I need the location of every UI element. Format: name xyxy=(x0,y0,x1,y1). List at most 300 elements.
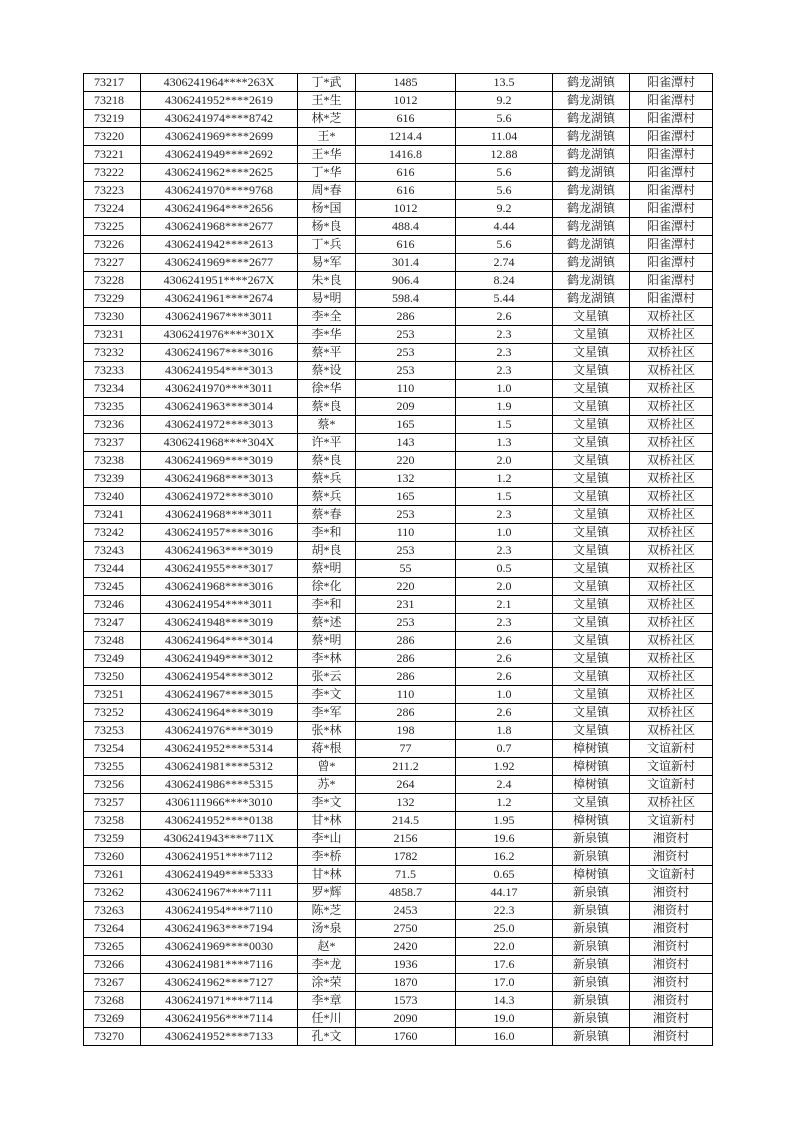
row-number-cell: 73252 xyxy=(84,704,141,722)
row-number-cell: 73267 xyxy=(84,974,141,992)
town-cell: 文星镇 xyxy=(553,704,630,722)
person-name-cell: 甘*林 xyxy=(298,866,356,884)
quantity-cell: 2.3 xyxy=(456,506,553,524)
table-row xyxy=(84,416,713,434)
table-row xyxy=(84,380,713,398)
table-row xyxy=(84,362,713,380)
town-cell: 鹤龙湖镇 xyxy=(553,182,630,200)
amount-cell: 1416.8 xyxy=(356,146,456,164)
table-row xyxy=(84,884,713,902)
id-number-cell: 4306241955****3017 xyxy=(141,560,298,578)
person-name-cell: 蔡* xyxy=(298,416,356,434)
row-number-cell: 73265 xyxy=(84,938,141,956)
id-number-cell: 4306241968****3011 xyxy=(141,506,298,524)
table-row xyxy=(84,434,713,452)
table-row xyxy=(84,722,713,740)
id-number-cell: 4306241969****0030 xyxy=(141,938,298,956)
id-number-cell: 4306241964****263X xyxy=(141,74,298,92)
quantity-cell: 2.6 xyxy=(456,650,553,668)
table-row xyxy=(84,848,713,866)
row-number-cell: 73228 xyxy=(84,272,141,290)
person-name-cell: 杨*良 xyxy=(298,218,356,236)
amount-cell: 1782 xyxy=(356,848,456,866)
quantity-cell: 2.3 xyxy=(456,362,553,380)
amount-cell: 253 xyxy=(356,326,456,344)
row-number-cell: 73227 xyxy=(84,254,141,272)
row-number-cell: 73251 xyxy=(84,686,141,704)
table-row xyxy=(84,740,713,758)
town-cell: 文星镇 xyxy=(553,542,630,560)
amount-cell: 211.2 xyxy=(356,758,456,776)
amount-cell: 616 xyxy=(356,182,456,200)
person-name-cell: 蔡*述 xyxy=(298,614,356,632)
id-number-cell: 4306241943****711X xyxy=(141,830,298,848)
id-number-cell: 4306241949****5333 xyxy=(141,866,298,884)
table-row xyxy=(84,758,713,776)
village-cell: 双桥社区 xyxy=(630,578,713,596)
village-cell: 湘资村 xyxy=(630,920,713,938)
person-name-cell: 曾* xyxy=(298,758,356,776)
village-cell: 双桥社区 xyxy=(630,344,713,362)
town-cell: 文星镇 xyxy=(553,632,630,650)
table-row xyxy=(84,272,713,290)
person-name-cell: 王*生 xyxy=(298,92,356,110)
table-row xyxy=(84,830,713,848)
amount-cell: 2156 xyxy=(356,830,456,848)
person-name-cell: 蔡*明 xyxy=(298,560,356,578)
person-name-cell: 李*龙 xyxy=(298,956,356,974)
table-row xyxy=(84,128,713,146)
id-number-cell: 4306241974****8742 xyxy=(141,110,298,128)
quantity-cell: 14.3 xyxy=(456,992,553,1010)
amount-cell: 1870 xyxy=(356,974,456,992)
amount-cell: 110 xyxy=(356,524,456,542)
row-number-cell: 73219 xyxy=(84,110,141,128)
village-cell: 文谊新村 xyxy=(630,758,713,776)
quantity-cell: 11.04 xyxy=(456,128,553,146)
town-cell: 鹤龙湖镇 xyxy=(553,128,630,146)
person-name-cell: 李*军 xyxy=(298,704,356,722)
amount-cell: 1012 xyxy=(356,200,456,218)
quantity-cell: 44.17 xyxy=(456,884,553,902)
row-number-cell: 73246 xyxy=(84,596,141,614)
person-name-cell: 涂*荣 xyxy=(298,974,356,992)
row-number-cell: 73245 xyxy=(84,578,141,596)
row-number-cell: 73233 xyxy=(84,362,141,380)
person-name-cell: 周*春 xyxy=(298,182,356,200)
village-cell: 双桥社区 xyxy=(630,704,713,722)
row-number-cell: 73253 xyxy=(84,722,141,740)
town-cell: 樟树镇 xyxy=(553,758,630,776)
quantity-cell: 12.88 xyxy=(456,146,553,164)
quantity-cell: 0.7 xyxy=(456,740,553,758)
person-name-cell: 蒋*根 xyxy=(298,740,356,758)
row-number-cell: 73243 xyxy=(84,542,141,560)
amount-cell: 209 xyxy=(356,398,456,416)
person-name-cell: 林*芝 xyxy=(298,110,356,128)
town-cell: 文星镇 xyxy=(553,488,630,506)
amount-cell: 264 xyxy=(356,776,456,794)
person-name-cell: 张*林 xyxy=(298,722,356,740)
amount-cell: 1760 xyxy=(356,1028,456,1046)
town-cell: 文星镇 xyxy=(553,614,630,632)
village-cell: 湘资村 xyxy=(630,992,713,1010)
id-number-cell: 4306241972****3013 xyxy=(141,416,298,434)
row-number-cell: 73240 xyxy=(84,488,141,506)
amount-cell: 132 xyxy=(356,470,456,488)
town-cell: 文星镇 xyxy=(553,326,630,344)
table-row xyxy=(84,686,713,704)
row-number-cell: 73226 xyxy=(84,236,141,254)
amount-cell: 132 xyxy=(356,794,456,812)
id-number-cell: 4306241972****3010 xyxy=(141,488,298,506)
table-row xyxy=(84,92,713,110)
quantity-cell: 1.5 xyxy=(456,488,553,506)
amount-cell: 165 xyxy=(356,416,456,434)
table-row xyxy=(84,902,713,920)
row-number-cell: 73254 xyxy=(84,740,141,758)
town-cell: 文星镇 xyxy=(553,308,630,326)
person-name-cell: 赵* xyxy=(298,938,356,956)
town-cell: 新泉镇 xyxy=(553,992,630,1010)
table-row xyxy=(84,164,713,182)
id-number-cell: 4306241964****3014 xyxy=(141,632,298,650)
person-name-cell: 丁*兵 xyxy=(298,236,356,254)
amount-cell: 165 xyxy=(356,488,456,506)
village-cell: 双桥社区 xyxy=(630,794,713,812)
town-cell: 文星镇 xyxy=(553,524,630,542)
quantity-cell: 2.0 xyxy=(456,452,553,470)
amount-cell: 1485 xyxy=(356,74,456,92)
amount-cell: 231 xyxy=(356,596,456,614)
amount-cell: 220 xyxy=(356,578,456,596)
row-number-cell: 73244 xyxy=(84,560,141,578)
person-name-cell: 蔡*设 xyxy=(298,362,356,380)
person-name-cell: 苏* xyxy=(298,776,356,794)
row-number-cell: 73248 xyxy=(84,632,141,650)
village-cell: 湘资村 xyxy=(630,902,713,920)
person-name-cell: 许*平 xyxy=(298,434,356,452)
person-name-cell: 李*全 xyxy=(298,308,356,326)
amount-cell: 286 xyxy=(356,308,456,326)
village-cell: 双桥社区 xyxy=(630,560,713,578)
town-cell: 鹤龙湖镇 xyxy=(553,236,630,254)
person-name-cell: 孔*文 xyxy=(298,1028,356,1046)
table-row xyxy=(84,110,713,128)
person-name-cell: 徐*华 xyxy=(298,380,356,398)
town-cell: 新泉镇 xyxy=(553,938,630,956)
village-cell: 阳雀潭村 xyxy=(630,218,713,236)
village-cell: 双桥社区 xyxy=(630,452,713,470)
person-name-cell: 李*林 xyxy=(298,650,356,668)
quantity-cell: 2.6 xyxy=(456,668,553,686)
village-cell: 阳雀潭村 xyxy=(630,272,713,290)
town-cell: 樟树镇 xyxy=(553,740,630,758)
town-cell: 鹤龙湖镇 xyxy=(553,110,630,128)
town-cell: 新泉镇 xyxy=(553,1010,630,1028)
table-row xyxy=(84,596,713,614)
row-number-cell: 73221 xyxy=(84,146,141,164)
table-row xyxy=(84,506,713,524)
id-number-cell: 4306241951****267X xyxy=(141,272,298,290)
row-number-cell: 73242 xyxy=(84,524,141,542)
village-cell: 双桥社区 xyxy=(630,668,713,686)
amount-cell: 616 xyxy=(356,110,456,128)
village-cell: 阳雀潭村 xyxy=(630,164,713,182)
village-cell: 文谊新村 xyxy=(630,812,713,830)
row-number-cell: 73220 xyxy=(84,128,141,146)
amount-cell: 253 xyxy=(356,506,456,524)
town-cell: 新泉镇 xyxy=(553,956,630,974)
quantity-cell: 19.0 xyxy=(456,1010,553,1028)
quantity-cell: 2.6 xyxy=(456,308,553,326)
person-name-cell: 蔡*良 xyxy=(298,398,356,416)
town-cell: 新泉镇 xyxy=(553,920,630,938)
table-row xyxy=(84,776,713,794)
village-cell: 双桥社区 xyxy=(630,614,713,632)
table-row xyxy=(84,794,713,812)
table-row xyxy=(84,1010,713,1028)
amount-cell: 488.4 xyxy=(356,218,456,236)
village-cell: 双桥社区 xyxy=(630,308,713,326)
id-number-cell: 4306241952****7133 xyxy=(141,1028,298,1046)
person-name-cell: 蔡*兵 xyxy=(298,488,356,506)
table-row xyxy=(84,578,713,596)
town-cell: 文星镇 xyxy=(553,416,630,434)
town-cell: 文星镇 xyxy=(553,470,630,488)
id-number-cell: 4306241969****2699 xyxy=(141,128,298,146)
town-cell: 文星镇 xyxy=(553,380,630,398)
table-row xyxy=(84,650,713,668)
row-number-cell: 73263 xyxy=(84,902,141,920)
quantity-cell: 17.6 xyxy=(456,956,553,974)
town-cell: 文星镇 xyxy=(553,578,630,596)
quantity-cell: 16.0 xyxy=(456,1028,553,1046)
row-number-cell: 73260 xyxy=(84,848,141,866)
amount-cell: 220 xyxy=(356,452,456,470)
person-name-cell: 李*华 xyxy=(298,326,356,344)
amount-cell: 110 xyxy=(356,380,456,398)
id-number-cell: 4306241952****0138 xyxy=(141,812,298,830)
quantity-cell: 5.44 xyxy=(456,290,553,308)
table-row xyxy=(84,398,713,416)
id-number-cell: 4306241967****3015 xyxy=(141,686,298,704)
village-cell: 文谊新村 xyxy=(630,866,713,884)
row-number-cell: 73247 xyxy=(84,614,141,632)
id-number-cell: 4306241954****7110 xyxy=(141,902,298,920)
quantity-cell: 1.3 xyxy=(456,434,553,452)
table-row xyxy=(84,308,713,326)
row-number-cell: 73232 xyxy=(84,344,141,362)
row-number-cell: 73223 xyxy=(84,182,141,200)
id-number-cell: 4306241957****3016 xyxy=(141,524,298,542)
person-name-cell: 李*和 xyxy=(298,524,356,542)
table-row xyxy=(84,326,713,344)
person-name-cell: 蔡*明 xyxy=(298,632,356,650)
id-number-cell: 4306241948****3019 xyxy=(141,614,298,632)
table-row xyxy=(84,668,713,686)
amount-cell: 2090 xyxy=(356,1010,456,1028)
id-number-cell: 4306241964****3019 xyxy=(141,704,298,722)
row-number-cell: 73231 xyxy=(84,326,141,344)
row-number-cell: 73230 xyxy=(84,308,141,326)
village-cell: 双桥社区 xyxy=(630,506,713,524)
town-cell: 文星镇 xyxy=(553,362,630,380)
village-cell: 阳雀潭村 xyxy=(630,290,713,308)
table-body xyxy=(84,74,713,1046)
row-number-cell: 73270 xyxy=(84,1028,141,1046)
town-cell: 鹤龙湖镇 xyxy=(553,164,630,182)
id-number-cell: 4306241968****2677 xyxy=(141,218,298,236)
village-cell: 湘资村 xyxy=(630,974,713,992)
town-cell: 鹤龙湖镇 xyxy=(553,146,630,164)
village-cell: 双桥社区 xyxy=(630,434,713,452)
person-name-cell: 李*桥 xyxy=(298,848,356,866)
quantity-cell: 2.3 xyxy=(456,614,553,632)
id-number-cell: 4306241949****3012 xyxy=(141,650,298,668)
id-number-cell: 4306241970****3011 xyxy=(141,380,298,398)
amount-cell: 1214.4 xyxy=(356,128,456,146)
village-cell: 文谊新村 xyxy=(630,776,713,794)
id-number-cell: 4306241952****5314 xyxy=(141,740,298,758)
town-cell: 文星镇 xyxy=(553,434,630,452)
table-row xyxy=(84,218,713,236)
person-name-cell: 易*军 xyxy=(298,254,356,272)
town-cell: 文星镇 xyxy=(553,668,630,686)
table-row xyxy=(84,182,713,200)
quantity-cell: 1.95 xyxy=(456,812,553,830)
table-row xyxy=(84,812,713,830)
table-row xyxy=(84,938,713,956)
row-number-cell: 73218 xyxy=(84,92,141,110)
id-number-cell: 4306241964****2656 xyxy=(141,200,298,218)
id-number-cell: 4306241969****2677 xyxy=(141,254,298,272)
person-name-cell: 李*山 xyxy=(298,830,356,848)
person-name-cell: 易*明 xyxy=(298,290,356,308)
amount-cell: 286 xyxy=(356,632,456,650)
row-number-cell: 73269 xyxy=(84,1010,141,1028)
amount-cell: 286 xyxy=(356,704,456,722)
amount-cell: 4858.7 xyxy=(356,884,456,902)
town-cell: 鹤龙湖镇 xyxy=(553,218,630,236)
village-cell: 湘资村 xyxy=(630,884,713,902)
row-number-cell: 73237 xyxy=(84,434,141,452)
quantity-cell: 2.1 xyxy=(456,596,553,614)
row-number-cell: 73222 xyxy=(84,164,141,182)
person-name-cell: 陈*芝 xyxy=(298,902,356,920)
table-row xyxy=(84,632,713,650)
quantity-cell: 1.5 xyxy=(456,416,553,434)
table-row xyxy=(84,236,713,254)
row-number-cell: 73256 xyxy=(84,776,141,794)
amount-cell: 214.5 xyxy=(356,812,456,830)
person-name-cell: 李*文 xyxy=(298,794,356,812)
person-name-cell: 朱*良 xyxy=(298,272,356,290)
quantity-cell: 2.6 xyxy=(456,632,553,650)
row-number-cell: 73249 xyxy=(84,650,141,668)
id-number-cell: 4306241962****2625 xyxy=(141,164,298,182)
row-number-cell: 73264 xyxy=(84,920,141,938)
town-cell: 文星镇 xyxy=(553,686,630,704)
id-number-cell: 4306241942****2613 xyxy=(141,236,298,254)
person-name-cell: 丁*武 xyxy=(298,74,356,92)
village-cell: 湘资村 xyxy=(630,1010,713,1028)
table-row xyxy=(84,542,713,560)
village-cell: 阳雀潭村 xyxy=(630,182,713,200)
amount-cell: 253 xyxy=(356,614,456,632)
row-number-cell: 73259 xyxy=(84,830,141,848)
village-cell: 双桥社区 xyxy=(630,524,713,542)
id-number-cell: 4306241961****2674 xyxy=(141,290,298,308)
person-name-cell: 蔡*平 xyxy=(298,344,356,362)
village-cell: 阳雀潭村 xyxy=(630,128,713,146)
town-cell: 鹤龙湖镇 xyxy=(553,254,630,272)
table-row xyxy=(84,866,713,884)
id-number-cell: 4306241981****5312 xyxy=(141,758,298,776)
amount-cell: 906.4 xyxy=(356,272,456,290)
quantity-cell: 1.2 xyxy=(456,794,553,812)
quantity-cell: 1.0 xyxy=(456,524,553,542)
village-cell: 双桥社区 xyxy=(630,722,713,740)
id-number-cell: 4306241963****3014 xyxy=(141,398,298,416)
town-cell: 鹤龙湖镇 xyxy=(553,290,630,308)
amount-cell: 253 xyxy=(356,362,456,380)
id-number-cell: 4306241967****3016 xyxy=(141,344,298,362)
amount-cell: 286 xyxy=(356,650,456,668)
id-number-cell: 4306241954****3012 xyxy=(141,668,298,686)
town-cell: 新泉镇 xyxy=(553,830,630,848)
quantity-cell: 22.3 xyxy=(456,902,553,920)
quantity-cell: 2.74 xyxy=(456,254,553,272)
town-cell: 鹤龙湖镇 xyxy=(553,200,630,218)
town-cell: 新泉镇 xyxy=(553,848,630,866)
town-cell: 新泉镇 xyxy=(553,884,630,902)
person-name-cell: 徐*化 xyxy=(298,578,356,596)
quantity-cell: 5.6 xyxy=(456,164,553,182)
row-number-cell: 73257 xyxy=(84,794,141,812)
person-name-cell: 张*云 xyxy=(298,668,356,686)
town-cell: 文星镇 xyxy=(553,344,630,362)
id-number-cell: 4306241968****3013 xyxy=(141,470,298,488)
village-cell: 阳雀潭村 xyxy=(630,74,713,92)
amount-cell: 198 xyxy=(356,722,456,740)
row-number-cell: 73250 xyxy=(84,668,141,686)
person-name-cell: 蔡*春 xyxy=(298,506,356,524)
table-row xyxy=(84,290,713,308)
person-name-cell: 李*章 xyxy=(298,992,356,1010)
row-number-cell: 73229 xyxy=(84,290,141,308)
person-name-cell: 李*文 xyxy=(298,686,356,704)
village-cell: 湘资村 xyxy=(630,830,713,848)
id-number-cell: 4306241963****7194 xyxy=(141,920,298,938)
row-number-cell: 73238 xyxy=(84,452,141,470)
id-number-cell: 4306241986****5315 xyxy=(141,776,298,794)
table-row xyxy=(84,470,713,488)
village-cell: 双桥社区 xyxy=(630,686,713,704)
id-number-cell: 4306241967****7111 xyxy=(141,884,298,902)
quantity-cell: 0.65 xyxy=(456,866,553,884)
row-number-cell: 73234 xyxy=(84,380,141,398)
amount-cell: 1573 xyxy=(356,992,456,1010)
town-cell: 文星镇 xyxy=(553,506,630,524)
quantity-cell: 22.0 xyxy=(456,938,553,956)
quantity-cell: 2.3 xyxy=(456,344,553,362)
village-cell: 阳雀潭村 xyxy=(630,236,713,254)
amount-cell: 2453 xyxy=(356,902,456,920)
table-row xyxy=(84,254,713,272)
id-number-cell: 4306241956****7114 xyxy=(141,1010,298,1028)
table-row xyxy=(84,524,713,542)
